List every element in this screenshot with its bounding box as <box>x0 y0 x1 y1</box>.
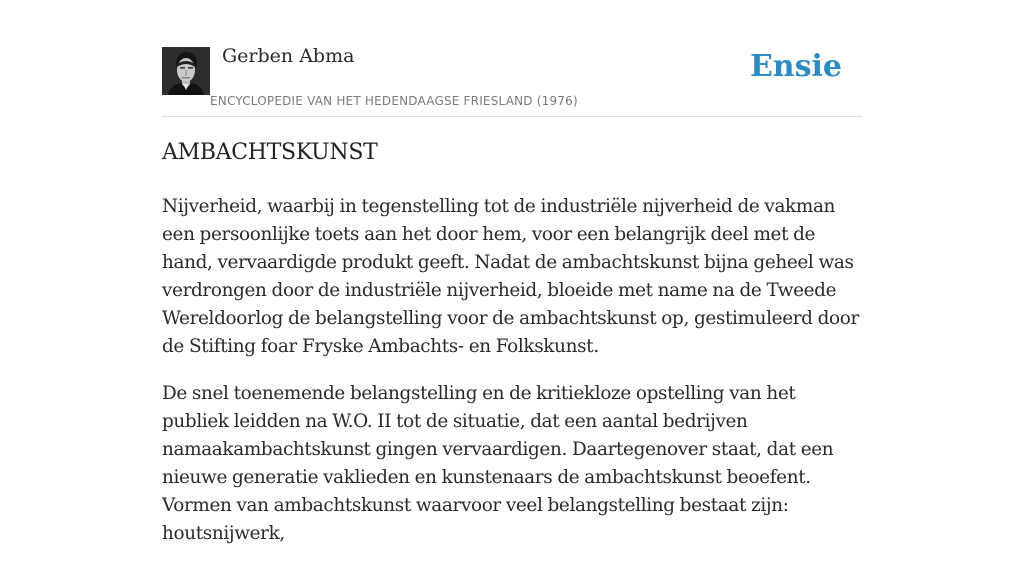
author-name[interactable]: Gerben Abma <box>222 45 355 67</box>
author-avatar <box>162 47 210 95</box>
article-body <box>162 193 864 567</box>
author-portrait-icon <box>162 47 210 95</box>
article-header <box>162 0 862 117</box>
source-label: ENCYCLOPEDIE VAN HET HEDENDAAGSE FRIESLAND (1976) <box>210 94 578 108</box>
article-paragraph: De snel toenemende belangstelling en de kritiekloze opstelling van het publiek leidden na W.O. II tot de situatie, dat een aantal bedrijven namaakambachtskunst gingen vervaardigen. Daartegenover staat, dat een nieuwe generatie vaklieden en kunstenaars de ambachtskunst beoefent. Vormen van ambachtskunst waarvoor veel belangstelling bestaat zijn: houtsnijwerk, <box>162 383 834 544</box>
article-paragraph: Nijverheid, waarbij in tegenstelling tot de industriële nijverheid de vakman een persoonlijke toets aan het door hem, voor een belangrijk deel met de hand, vervaardigde produkt geeft. Nadat de ambachtskunst bijna geheel was verdrongen door de industriële nijverheid, bloeide met name na de Tweede Wereldoorlog de belangstelling voor de ambachtskunst op, gestimuleerd door de Stifting foar Fryske Ambachts- en Folkskunst. <box>162 196 859 357</box>
ensie-logo[interactable]: Ensie <box>749 49 842 84</box>
page-title: AMBACHTSKUNST <box>162 140 378 165</box>
